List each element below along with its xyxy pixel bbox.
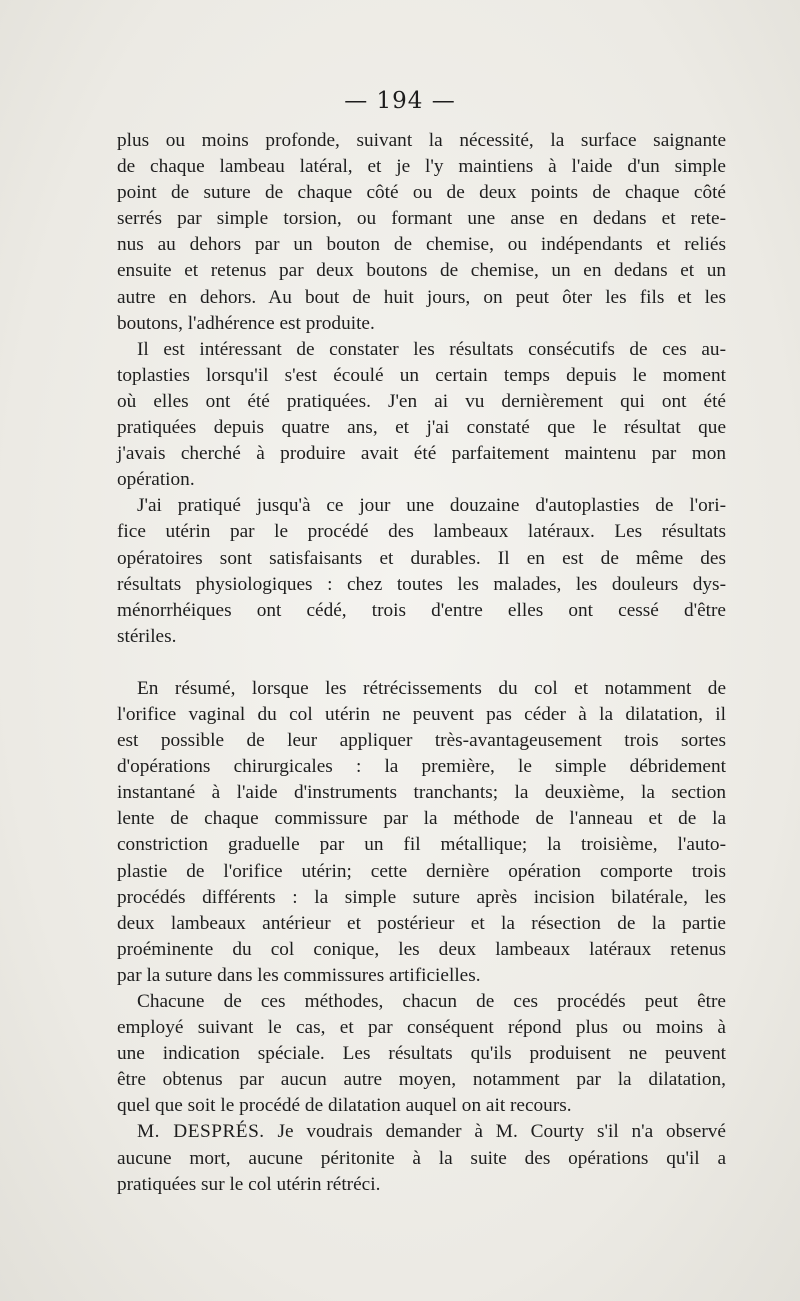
text-line: Chacune de ces méthodes, chacun de ces procédés peut être [137,991,726,1012]
text-line: En résumé, lorsque les rétrécissements du col et notamment de [137,677,726,699]
text-line: point de suture de chaque côté ou de deux points de chaque côté [117,182,726,204]
text-line: toplasties lorsqu'il s'est écoulé un certain temps depuis le moment [117,364,726,386]
text-line [117,1119,726,1145]
text-line: Il est intéressant de constater les résultats consécutifs de ces au- [137,338,726,360]
text-line: opération. [117,469,195,491]
text-line: résultats physiologiques : chez toutes les malades, les douleurs dys- [117,573,726,595]
text-line: ménorrhéiques ont cédé, trois d'entre elles ont cessé d'être [117,599,726,621]
text-line: par la suture dans les commissures artificielles. [117,964,481,986]
paragraph-4 [117,676,726,989]
text-line: opératoires sont satisfaisants et durables. Il en est de même des [117,547,726,569]
text-line: nus au dehors par un bouton de chemise, ou indépendants et reliés [117,234,726,256]
text-line: deux lambeaux antérieur et postérieur et la résection de la partie [117,912,726,934]
text-line: l'orifice vaginal du col utérin ne peuvent pas céder à la dilatation, il [117,703,726,725]
paragraph-3 [117,493,726,650]
text-line: quel que soit le procédé de dilatation auquel on ait recours. [117,1095,572,1117]
text-line: de chaque lambeau latéral, et je l'y maintiens à l'aide d'un simple [117,156,726,178]
text-line: est possible de leur appliquer très-avantageusement trois sortes [117,730,726,752]
text-line: j'avais cherché à produire avait été parfaitement maintenu par mon [117,443,726,465]
text-line: J'ai pratiqué jusqu'à ce jour une douzaine d'autoplasties de l'ori- [137,495,726,517]
paragraph-2 [117,337,726,494]
paragraph-6 [117,1119,726,1197]
text-line: boutons, l'adhérence est produite. [117,312,375,334]
text-line: constriction graduelle par un fil métallique; la troisième, l'auto- [117,834,726,856]
text-line: une indication spéciale. Les résultats qu'ils produisent ne peuvent [117,1043,726,1065]
text-line: instantané à l'aide d'instruments tranchants; la deuxième, la section [117,782,726,804]
section-gap [117,650,726,676]
paragraph-5 [117,989,726,1119]
text-line: plastie de l'orifice utérin; cette dernière opération comporte trois [117,860,726,882]
body-text [117,128,726,1198]
page-number: — 194 — [344,88,456,114]
text-line: employé suivant le cas, et par conséquent répond plus ou moins à [117,1017,726,1039]
text-line: où elles ont été pratiquées. J'en ai vu dernièrement qui ont été [117,390,726,412]
text-line: fice utérin par le procédé des lambeaux latéraux. Les résultats [117,521,726,543]
text-line: plus ou moins profonde, suivant la nécessité, la surface saignante [117,130,726,151]
text-line: proéminente du col conique, les deux lambeaux latéraux retenus [117,938,726,960]
text-line: serrés par simple torsion, ou formant une anse en dedans et rete- [117,208,726,230]
text-line: être obtenus par aucun autre moyen, notamment par la dilatation, [117,1069,726,1091]
text-line: procédés différents : la simple suture après incision bilatérale, les [117,886,726,908]
text-line: pratiquées depuis quatre ans, et j'ai constaté que le résultat que [117,417,726,439]
speaker-name: M. DESPRÉS. [137,1121,265,1143]
speaker-text: Je voudrais demander à M. Courty s'il n'a observé [264,1121,726,1143]
text-line: autre en dehors. Au bout de huit jours, on peut ôter les fils et les [117,286,726,308]
text-line: stériles. [117,625,177,647]
paragraph-1 [117,128,726,337]
text-line: lente de chaque commissure par la méthode de l'anneau et de la [117,808,726,830]
text-line: d'opérations chirurgicales : la première, le simple débridement [117,756,726,778]
text-line: pratiquées sur le col utérin rétréci. [117,1173,381,1195]
text-line: aucune mort, aucune péritonite à la suite des opérations qu'il a [117,1147,726,1169]
text-line: ensuite et retenus par deux boutons de chemise, un en dedans et un [117,260,726,282]
